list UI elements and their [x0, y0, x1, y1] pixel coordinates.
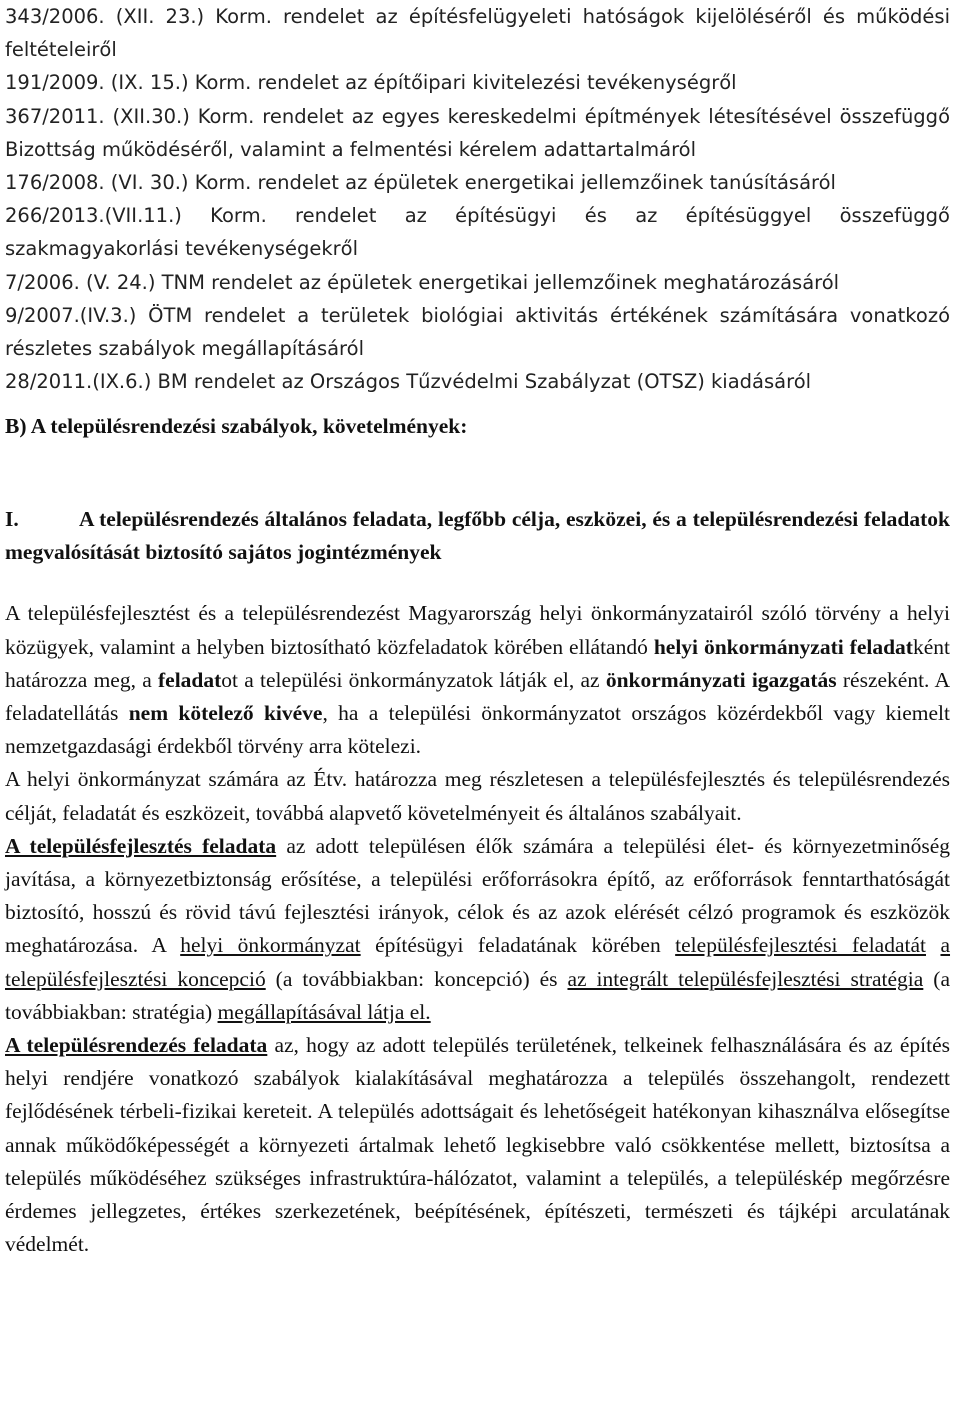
underlined-term: településfejlesztési feladatát	[675, 933, 926, 958]
legal-reference: 28/2011.(IX.6.) BM rendelet az Országos Tűzvédelmi Szabályzat (OTSZ) kiadásáról	[5, 370, 812, 394]
section-heading-b: B) A településrendezési szabályok, követelmények:	[5, 414, 468, 439]
text-run: (a továbbiakban: koncepció) és	[265, 966, 568, 991]
underlined-term: az integrált településfejlesztési stratégia	[567, 966, 924, 991]
paragraph-2: A helyi önkormányzat számára az Étv. határozza meg részletesen a településfejlesztés és településrendezés célját, feladatát és eszközeit, továbbá alapvető követelményeit és általános szabályait.	[5, 767, 950, 825]
heading-text: A településrendezés általános feladata, legfőbb célja, eszközei, és a településrendezési feladatok megvalósítását biztosító sajátos jogintézmények	[5, 507, 950, 565]
paragraph-3	[5, 830, 950, 1029]
text-run: építésügyi feladatának körében	[360, 933, 676, 958]
text-run: az adott településen élők számára a települési élet- és környezetminőség javítása, a környezetbiztonság erősítése, a települési erőforrásokra építő, az erőforrások fenntarthatóságát biztosító, hosszú és rövid távú fejlesztési irányok, célok és az azok elérését célzó programok és eszközök meghatározása. A	[5, 833, 950, 958]
legal-reference: 191/2009. (IX. 15.) Korm. rendelet az építőipari kivitelezési tevékenységről	[5, 71, 737, 95]
text-run	[926, 933, 940, 957]
underlined-term: a településfejlesztési koncepció	[5, 933, 951, 991]
body-text	[5, 597, 950, 1261]
legal-reference: 7/2006. (V. 24.) TNM rendelet az épületek energetikai jellemzőinek meghatározásáról	[5, 270, 840, 294]
text-run: , ha a települési önkormányzatot országos közérdekből vagy kiemelt nemzetgazdasági érdekből törvény arra kötelezi.	[5, 701, 950, 759]
text-run: az, hogy az adott település területének, telkeinek felhasználására és az építés helyi rendjére vonatkozó szabályok kialakításával meghatározza a település összehangolt, rendezett fejlődésének térbeli-fizikai kereteit. A település adottságait és lehetőségeit hatékonyan kihasználva elősegítse annak működőképességét a környezeti ártalmak lehető legkisebbre való csökkentése mellett, biztosítsa a település működéséhez szükséges infrastruktúra-hálózatot, valamint a település, a településkép megőrzésre érdemes jellegzetes, értékes szerkezetének, beépítésének, építészeti, természeti és tájképi arculatának védelmét.	[5, 1033, 950, 1257]
text-run: ot a települési önkormányzatok látják el, az	[221, 667, 606, 692]
bold-term: helyi önkormányzati feladat	[653, 634, 913, 659]
legal-reference: 9/2007.(IV.3.) ÖTM rendelet a területek biológiai aktivitás értékének számítására vonatkozó részletes szabályok megállapításáról	[5, 303, 950, 361]
heading-number: I.	[5, 507, 19, 532]
paragraph-1	[5, 597, 950, 763]
text-run: (a továbbiakban: stratégia)	[5, 966, 951, 1024]
text-run: A településfejlesztést és a településrendezést Magyarország helyi önkormányzatairól szóló törvény a helyi közügyek, valamint a helyben biztosítható közfeladatok körében ellátandó	[5, 601, 950, 659]
underlined-term: helyi önkormányzat	[180, 933, 361, 958]
legal-reference: 343/2006. (XII. 23.) Korm. rendelet az építésfelügyeleti hatóságok kijelöléséről és működési feltételeiről	[5, 5, 950, 62]
legal-reference: 176/2008. (VI. 30.) Korm. rendelet az épületek energetikai jellemzőinek tanúsításáról	[5, 171, 836, 195]
bold-underlined-term: A településrendezés feladata	[5, 1033, 268, 1058]
underlined-term: megállapításával látja el.	[217, 999, 431, 1024]
text-run: ként határozza meg, a	[5, 634, 950, 692]
text-run: részeként. A feladatellátás	[5, 667, 951, 726]
paragraph-4	[5, 1029, 950, 1261]
bold-term: feladat	[158, 667, 222, 692]
bold-term: önkormányzati igazgatás	[605, 667, 837, 692]
bold-underlined-term: A településfejlesztés feladata	[5, 833, 277, 858]
legal-reference: 367/2011. (XII.30.) Korm. rendelet az egyes kereskedelmi építmények létesítésével összefüggő Bizottság működéséről, valamint a felmentési kérelem adattartalmáról	[5, 104, 950, 161]
section-heading-i	[5, 503, 950, 569]
bold-term: nem kötelező kivéve	[128, 701, 323, 726]
legal-reference: 266/2013.(VII.11.) Korm. rendelet az építésügyi és az építésüggyel összefüggő szakmagyakorlási tevékenységekről	[5, 204, 950, 261]
legal-reference-list	[5, 0, 950, 398]
